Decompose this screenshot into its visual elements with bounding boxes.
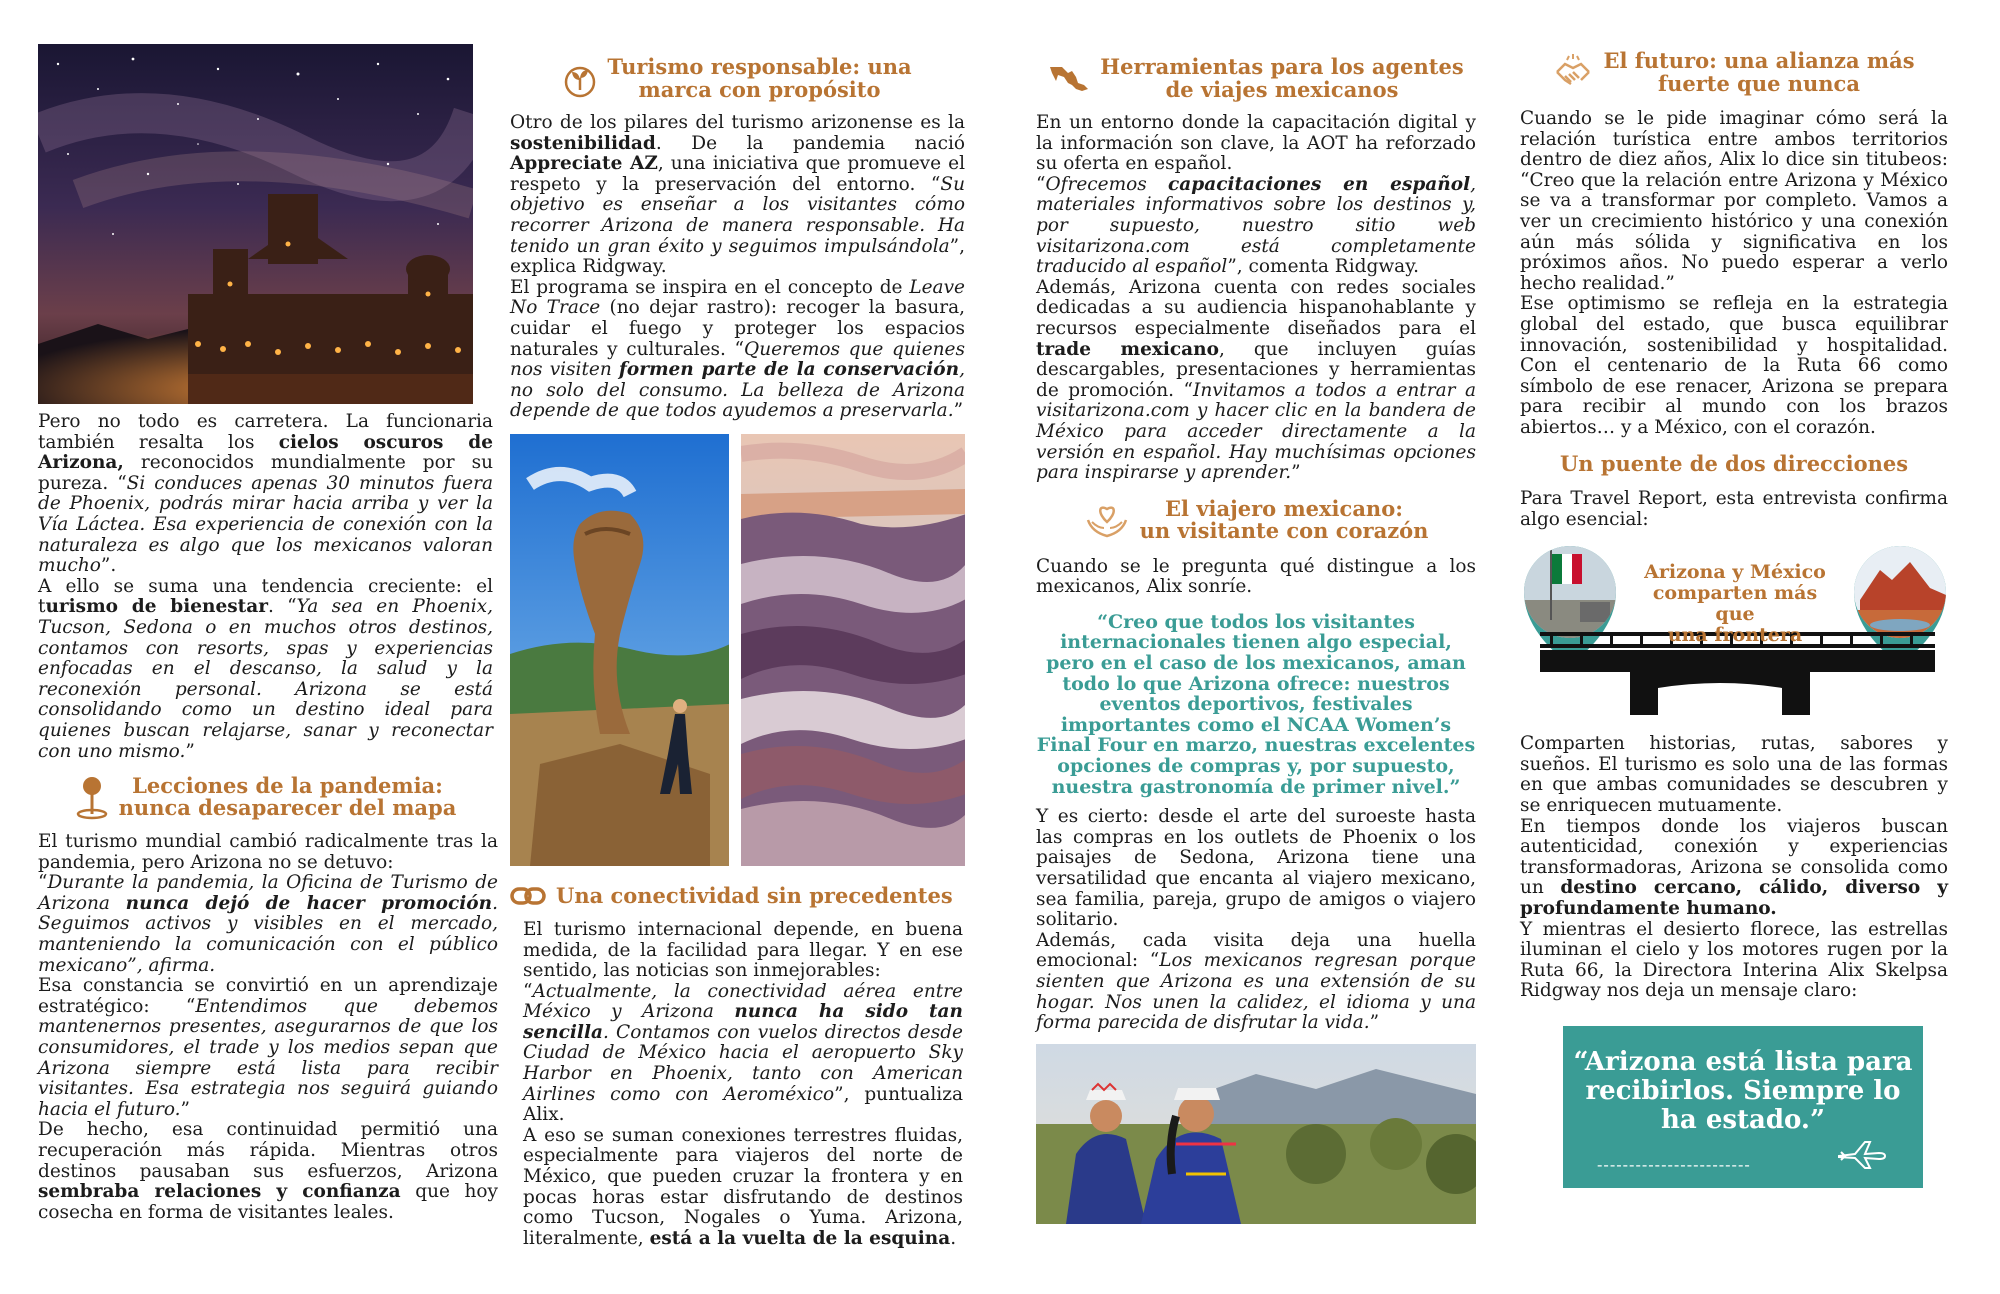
paragraph-alix-smiles: Cuando se le pregunta qué distingue a los mexicanos, Alix sonríe. xyxy=(1036,555,1476,598)
handshake-icon xyxy=(1553,54,1593,92)
photo-traditional-dancers xyxy=(1036,1044,1476,1224)
paragraph-connectivity-intro: El turismo internacional depende, en buena medida, de la facilidad para llegar. Y en ese sentido, las noticias son inmejorables: xyxy=(523,918,963,982)
paragraph-optimism: Ese optimismo se refleja en la estrategia global del estado, que busca equilibrar innovación, sostenibilidad y hospitalidad. Con el centenario de la Ruta 66 como símbolo de ese renacer, Arizona se prepara para recibir al mundo con los brazos abiertos… y a México, con el corazón. xyxy=(1520,293,1948,438)
heading-pandemic: Lecciones de la pandemia: nunca desaparecer del mapa xyxy=(38,774,493,820)
mexico-map-icon xyxy=(1048,63,1090,95)
heart-hands-icon xyxy=(1084,500,1130,540)
paragraph-dark-skies: Pero no todo es carretera. La funcionaria también resalta los cielos oscuros de Arizona, reconocidos mundialmente por su pureza. “Si conduces apenas 30 minutos fuera de Phoenix, podrás mirar hacia arriba y ver la Vía Láctea. Esa experiencia de conexión con la naturaleza es algo que los mexicanos valoran mucho”. xyxy=(38,411,493,577)
paragraph-closing: Y mientras el desierto florece, las estrellas iluminan el cielo y los motores rugen por la Ruta 66, la Directora Interina Alix Skelpsa Ridgway nos deja un mensaje claro: xyxy=(1520,918,1948,1002)
paragraph-emotional-mark: Además, cada visita deja una huella emocional: “Los mexicanos regresan porque sienten que Arizona es una extensión de su hogar. Nos unen la calidez, el idioma y una forma parecida de disfrutar la vida.” xyxy=(1036,929,1477,1034)
paragraph-strategy: Esa constancia se convirtió en un aprendizaje estratégico: “Entendimos que debemos mantenernos presentes, asegurarnos de que los consumidores, el trade y los medios sepan que Arizona siempre está lista para recibir visitantes. Esa estrategia nos seguirá guiando hacia el futuro.” xyxy=(38,975,499,1120)
photo-pair xyxy=(510,434,965,866)
heading-responsible-tourism: Turismo responsable: una marca con propósito xyxy=(510,56,965,101)
paragraph-sustainability: Otro de los pilares del turismo arizonense es la sostenibilidad. De la pandemia nació Appreciate AZ, una iniciativa que promueve el respeto y la preservación del entorno. “Su objetivo es enseñar a los visitantes cómo recorrer Arizona de manera responsable. Ha tenido un gran éxito y seguimos impulsándola”, explica Ridgway. xyxy=(510,112,965,278)
photo-painted-desert xyxy=(741,434,965,866)
paragraph-recovery: De hecho, esa continuidad permitió una recuperación más rápida. Mientras otros destinos pausaban sus esfuerzos, Arizona sembraba relaciones y confianza que hoy cosecha en forma de visitantes leales. xyxy=(38,1119,498,1223)
paragraph-digital-training: En un entorno donde la capacitación digital y la información son clave, la AOT ha reforzado su oferta en español. xyxy=(1036,112,1476,175)
heading-future: El futuro: una alianza más fuerte que nunca xyxy=(1520,50,1948,95)
paragraph-authenticity: En tiempos donde los viajeros buscan autenticidad, conexión y experiencias transformadoras, Arizona se consolida como un destino cercano, cálido, diverso y profundamente humano. xyxy=(1520,815,1948,919)
map-pin-icon xyxy=(75,774,109,820)
column-2 xyxy=(510,44,965,1249)
heading-mexican-traveler: El viajero mexicano: un visitante con corazón xyxy=(1036,498,1476,543)
seedling-icon xyxy=(563,60,597,98)
pull-quote-mexican-visitors: “Creo que todos los visitantes internacionales tienen algo especial, pero en el caso de los mexicanos, aman todo lo que Arizona ofrece: nuestros eventos deportivos, festivales importantes como el NCAA Women’s Final Four en marzo, nuestras excelentes opciones de compras y, por supuesto, nuestra gastronomía de primer nivel.” xyxy=(1036,610,1476,798)
paragraph-wellness: A ello se suma una tendencia creciente: el turismo de bienestar. “Ya sea en Phoenix, Tucson, Sedona o en muchos otros destinos, contamos con resorts, spas y experiencias enfocadas en el descanso, la salud y la reconexión personal. Arizona se está consolidando como un destino ideal para quienes buscan relajarse, sanar y reconectar con uno mismo.” xyxy=(38,575,493,762)
bridge-caption: Arizona y México comparten más que una frontera xyxy=(1644,561,1826,647)
paragraph-land-connections: A eso se suman conexiones terrestres fluidas, especialmente para viajeros del norte de México, que pueden cruzar la frontera y en pocas horas estar disfrutando de destinos como Tucson, Nogales o Yuma. Arizona, literalmente, está a la vuelta de la esquina. xyxy=(523,1124,963,1249)
paragraph-leave-no-trace: El programa se inspira en el concepto de Leave No Trace (no dejar rastro): recoger la basura, cuidar el fuego y proteger los espacios naturales y culturales. “Queremos que quienes nos visiten formen parte de la conservación, no solo del consumo. La belleza de Arizona depende de que todos ayudemos a preservarla.” xyxy=(510,276,965,422)
photo-balanced-rock xyxy=(510,434,729,866)
paragraph-versatility: Y es cierto: desde el arte del suroeste hasta las compras en los outlets de Phoenix o los paisajes de Sedona, Arizona tiene una versatilidad que encanta al viajero mexicano, sea familia, pareja, grupo de amigos o viajero solitario. xyxy=(1036,806,1476,931)
paragraph-social-networks: Además, Arizona cuenta con redes sociales dedicadas a su audiencia hispanohablante y recursos especialmente diseñados para el trade mexicano, que incluyen guías descargables, presentaciones y herramientas de promoción. “Invitamos a todos a entrar a visitarizona.com y hacer clic en la bandera de México para acceder directamente a la versión en español. Hay muchísimas opciones para inspirarse y aprender.” xyxy=(1036,276,1477,484)
paragraph-pandemic-intro: El turismo mundial cambió radicalmente tras la pandemia, pero Arizona no se detuvo: xyxy=(38,831,498,873)
heading-connectivity: Una conectividad sin precedentes xyxy=(510,884,965,908)
paragraph-pandemic-quote: “Durante la pandemia, la Oficina de Turismo de Arizona nunca dejó de hacer promoción. Seguimos activos y visibles en el mercado, manteniendo la comunicación con el público mexicano”, afirma. xyxy=(38,872,498,976)
paragraph-shared-stories: Comparten historias, rutas, sabores y sueños. El turismo es solo una de las formas en que ambas comunidades se descubren y se enriquecen mutuamente. xyxy=(1520,733,1948,816)
final-quote-box: “Arizona está lista para recibirlos. Siempre lo ha estado.” ------------------------ xyxy=(1563,1026,1923,1188)
airplane-icon xyxy=(1835,1140,1887,1177)
bridge-graphic xyxy=(1520,540,1950,730)
paragraph-ten-years: Cuando se le pide imaginar cómo será la relación turística entre ambos territorios dentro de diez años, Alix lo dice sin titubeos: “Creo que la relación entre Arizona y México se va a transformar por completo. Vamos a ver un crecimiento histórico y una conexión aún más sólida y significativa en los próximos años. No puedo esperar a verlo hecho realidad.” xyxy=(1520,108,1948,294)
dashed-line: ------------------------ xyxy=(1597,1154,1751,1174)
column-3 xyxy=(1036,44,1476,1224)
paragraph-flights: “Actualmente, la conectividad aérea entre México y Arizona nunca ha sido tan sencilla. Contamos con vuelos directos desde Ciudad de México hacia el aeropuerto Sky Harbor en Phoenix, tanto con American Airlines como con Aeroméxico”, puntualiza Alix. xyxy=(523,980,963,1126)
column-4 xyxy=(1520,44,1948,1188)
column-1 xyxy=(38,44,499,1223)
link-icon xyxy=(510,884,546,908)
heading-two-way-bridge: Un puente de dos direcciones xyxy=(1559,450,1909,476)
heading-agents-tools: Herramientas para los agentes de viajes mexicanos xyxy=(1036,56,1476,101)
paragraph-trainings: “Ofrecemos capacitaciones en español, materiales informativos sobre los destinos y, por supuesto, nuestro sitio web visitarizona.com está completamente traducido al español”, comenta Ridgway. xyxy=(1036,173,1476,278)
paragraph-travel-report: Para Travel Report, esta entrevista confirma algo esencial: xyxy=(1520,488,1948,530)
photo-mission-night-sky xyxy=(38,44,473,404)
